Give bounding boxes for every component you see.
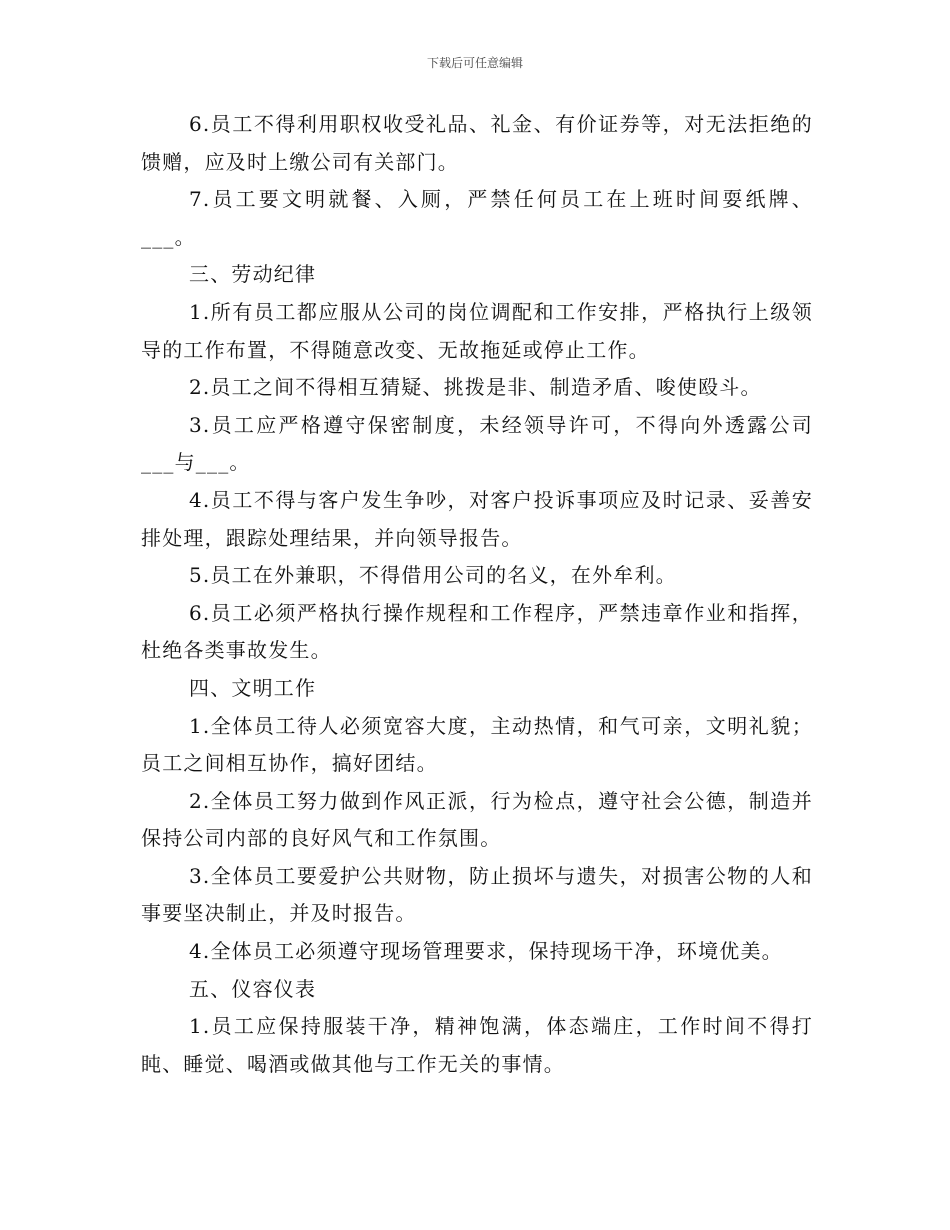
clause-paragraph: 4.全体员工必须遵守现场管理要求，保持现场干净，环境优美。 — [189, 939, 783, 964]
clause-paragraph: 6.员工必须严格执行操作规程和工作程序，严禁违章作业和指挥，杜绝各类事故发生。 — [141, 600, 813, 663]
clause-paragraph: 4.员工不得与客户发生争吵，对客户投诉事项应及时记录、妥善安排处理，跟踪处理结果，并向领导报告。 — [141, 487, 813, 550]
document-body — [141, 106, 813, 1083]
section-heading: 四、文明工作 — [189, 675, 317, 700]
section-heading: 五、仪容仪表 — [189, 976, 317, 1001]
clause-paragraph: 6.员工不得利用职权收受礼品、礼金、有价证券等，对无法拒绝的馈赠，应及时上缴公司有关部门。 — [141, 112, 813, 174]
clause-paragraph: 1.员工应保持服装干净，精神饱满，体态端庄，工作时间不得打盹、睡觉、喝酒或做其他与工作无关的事情。 — [141, 1014, 813, 1076]
clause-paragraph: 3.员工应严格遵守保密制度，未经领导许可，不得向外透露公司___与___。 — [141, 412, 813, 475]
clause-paragraph: 7.员工要文明就餐、入厕，严禁任何员工在上班时间耍纸牌、___。 — [141, 187, 813, 249]
clause-paragraph: 2.全体员工努力做到作风正派，行为检点，遵守社会公德，制造并保持公司内部的良好风气和工作氛围。 — [141, 788, 813, 851]
clause-paragraph: 5.员工在外兼职，不得借用公司的名义，在外牟利。 — [189, 563, 677, 588]
section-heading: 三、劳动纪律 — [189, 262, 317, 287]
page-header: 下载后可任意编辑 — [426, 56, 523, 70]
clause-paragraph: 3.全体员工要爱护公共财物，防止损坏与遗失，对损害公物的人和事要坚决制止，并及时报告。 — [141, 863, 813, 926]
clause-paragraph: 2.员工之间不得相互猜疑、挑拨是非、制造矛盾、唆使殴斗。 — [189, 375, 762, 400]
clause-paragraph: 1.全体员工待人必须宽容大度，主动热情，和气可亲，文明礼貌；员工之间相互协作，搞好团结。 — [141, 713, 813, 776]
clause-paragraph: 1.所有员工都应服从公司的岗位调配和工作安排，严格执行上级领导的工作布置，不得随意改变、无故拖延或停止工作。 — [141, 299, 813, 362]
